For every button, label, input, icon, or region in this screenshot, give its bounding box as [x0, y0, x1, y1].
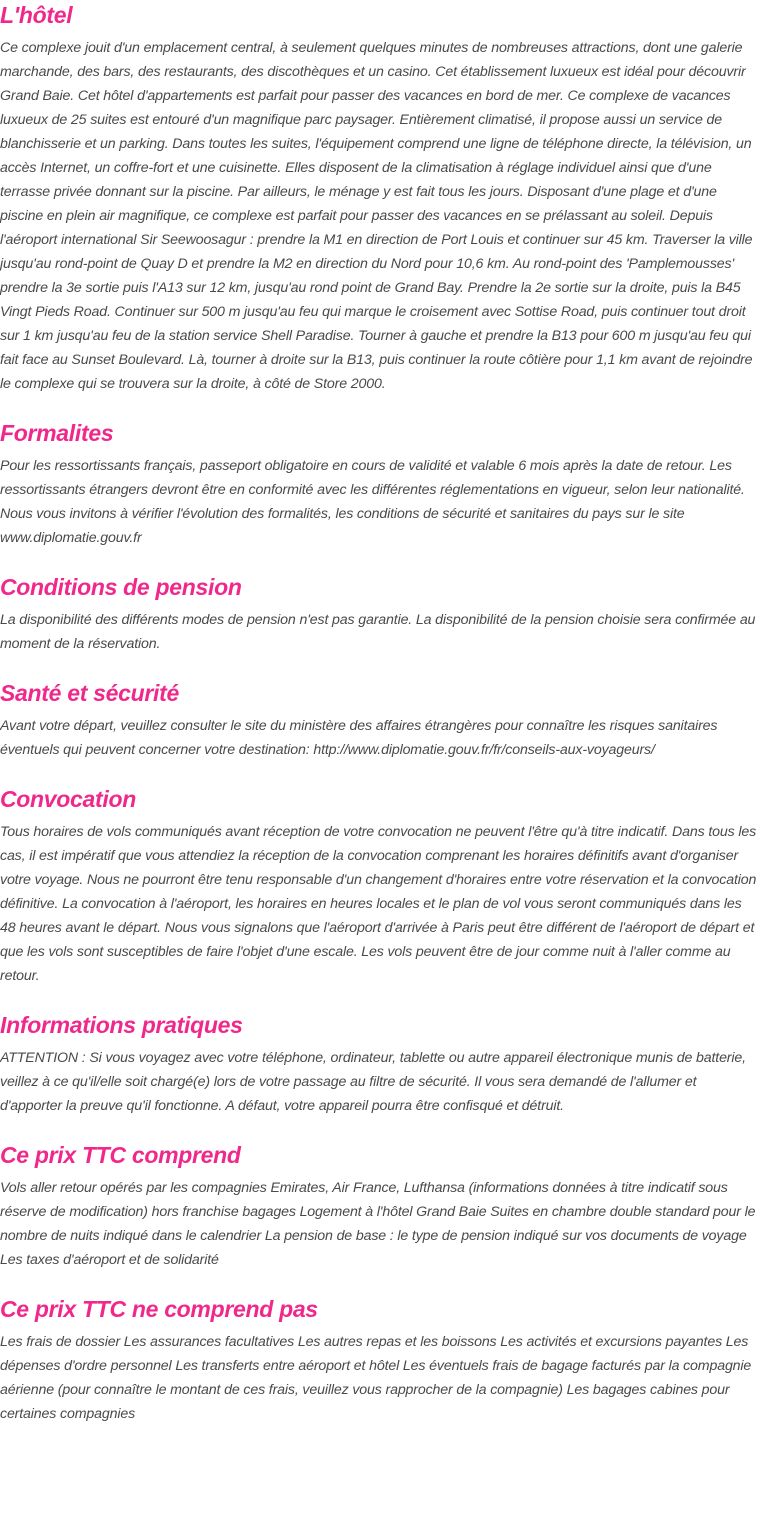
- section-title-conditions-pension: Conditions de pension: [0, 574, 242, 600]
- section-text-convocation: Tous horaires de vols communiqués avant réception de votre convocation ne peuvent l'être qu'à titre indicatif. Dans tous les cas, il est impératif que vous attendiez la réception de la convocation comprenant les horaires définitifs avant d'organiser votre voyage. Nous ne pourront être tenu responsable d'un changement d'horaires entre votre réservation et la convocation définitive. La convocation à l'aéroport, les horaires en heures locales et le plan de vol vous seront communiqués dans les 48 heures avant le départ. Nous vous signalons que l'aéroport d'arrivée à Paris peut être différent de l'aéroport de départ et que les vols sont susceptibles de faire l'objet d'une escale. Les vols peuvent être de jour comme nuit à l'aller comme au retour.: [0, 824, 757, 984]
- section-conditions-pension: [0, 572, 758, 656]
- section-formalites: [0, 418, 758, 550]
- section-hotel: [0, 0, 758, 396]
- section-convocation: [0, 784, 758, 988]
- section-prix-comprend: [0, 1140, 758, 1272]
- section-prix-ne-comprend-pas: [0, 1294, 758, 1426]
- section-text-sante-securite: Avant votre départ, veuillez consulter le site du ministère des affaires étrangères pour connaître les risques sanitaires éventuels qui peuvent concerner votre destination: http://www.diplomatie.gouv.fr/fr/conseils-aux-voyageurs/: [0, 718, 718, 758]
- section-informations-pratiques: [0, 1010, 758, 1118]
- section-title-convocation: Convocation: [0, 786, 136, 812]
- section-text-conditions-pension: La disponibilité des différents modes de pension n'est pas garantie. La disponibilité de la pension choisie sera confirmée au moment de la réservation.: [0, 612, 756, 652]
- section-text-informations-pratiques: ATTENTION : Si vous voyagez avec votre téléphone, ordinateur, tablette ou autre appareil électronique munis de batterie, veillez à ce qu'il/elle soit chargé(e) lors de votre passage au filtre de sécurité. Il vous sera demandé de l'allumer et d'apporter la preuve qu'il fonctionne. A défaut, votre appareil pourra être confisqué et détruit.: [0, 1050, 746, 1114]
- section-text-hotel: Ce complexe jouit d'un emplacement central, à seulement quelques minutes de nombreuses attractions, dont une galerie marchande, des bars, des restaurants, des discothèques et un casino. Cet établissement luxueux est idéal pour découvrir Grand Baie. Cet hôtel d'appartements est parfait pour passer des vacances en bord de mer. Ce complexe de vacances luxueux de 25 suites est entouré d'un magnifique parc paysager. Entièrement climatisé, il propose aussi un service de blanchisserie et un parking. Dans toutes les suites, l'équipement comprend une ligne de téléphone directe, la télévision, un accès Internet, un coffre-fort et une cuisinette. Elles disposent de la climatisation à réglage individuel ainsi que d'une terrasse privée donnant sur la piscine. Par ailleurs, le ménage y est fait tous les jours. Disposant d'une plage et d'une piscine en plein air magnifique, ce complexe est parfait pour passer des vacances en se prélassant au soleil. Depuis l'aéroport international Sir Seewoosagur : prendre la M1 en direction de Port Louis et continuer sur 45 km. Traverser la ville jusqu'au rond-point de Quay D et prendre la M2 en direction du Nord pour 10,6 km. Au rond-point des 'Pamplemousses' prendre la 3e sortie puis l'A13 sur 12 km, jusqu'au rond point de Grand Bay. Prendre la 2e sortie sur la droite, puis la B45 Vingt Pieds Road. Continuer sur 500 m jusqu'au feu qui marque le croisement avec Sottise Road, puis continuer tout droit sur 1 km jusqu'au feu de la station service Shell Paradise. Tourner à gauche et prendre la B13 pour 600 m jusqu'au feu qui fait face au Sunset Boulevard. Là, tourner à droite sur la B13, puis continuer la route côtière pour 1,1 km avant de rejoindre le complexe qui se trouvera sur la droite, à côté de Store 2000.: [0, 40, 753, 392]
- section-title-prix-comprend: Ce prix TTC comprend: [0, 1142, 241, 1168]
- section-title-sante-securite: Santé et sécurité: [0, 680, 179, 706]
- section-title-informations-pratiques: Informations pratiques: [0, 1012, 243, 1038]
- section-title-prix-ne-comprend-pas: Ce prix TTC ne comprend pas: [0, 1296, 318, 1322]
- section-text-prix-ne-comprend-pas: Les frais de dossier Les assurances facultatives Les autres repas et les boissons Les activités et excursions payantes Les dépenses d'ordre personnel Les transferts entre aéroport et hôtel Les éventuels frais de bagage facturés par la compagnie aérienne (pour connaître le montant de ces frais, veuillez vous rapprocher de la compagnie) Les bagages cabines pour certaines compagnies: [0, 1334, 752, 1422]
- section-title-formalites: Formalites: [0, 420, 114, 446]
- section-title-hotel: L'hôtel: [0, 2, 73, 28]
- section-text-prix-comprend: Vols aller retour opérés par les compagnies Emirates, Air France, Lufthansa (informations données à titre indicatif sous réserve de modification) hors franchise bagages Logement à l'hôtel Grand Baie Suites en chambre double standard pour le nombre de nuits indiqué dans le calendrier La pension de base : le type de pension indiqué sur vos documents de voyage Les taxes d'aéroport et de solidarité: [0, 1180, 756, 1268]
- section-sante-securite: [0, 678, 758, 762]
- section-text-formalites: Pour les ressortissants français, passeport obligatoire en cours de validité et valable 6 mois après la date de retour. Les ressortissants étrangers devront être en conformité avec les différentes réglementations en vigueur, selon leur nationalité. Nous vous invitons à vérifier l'évolution des formalités, les conditions de sécurité et sanitaires du pays sur le site www.diplomatie.gouv.fr: [0, 458, 745, 546]
